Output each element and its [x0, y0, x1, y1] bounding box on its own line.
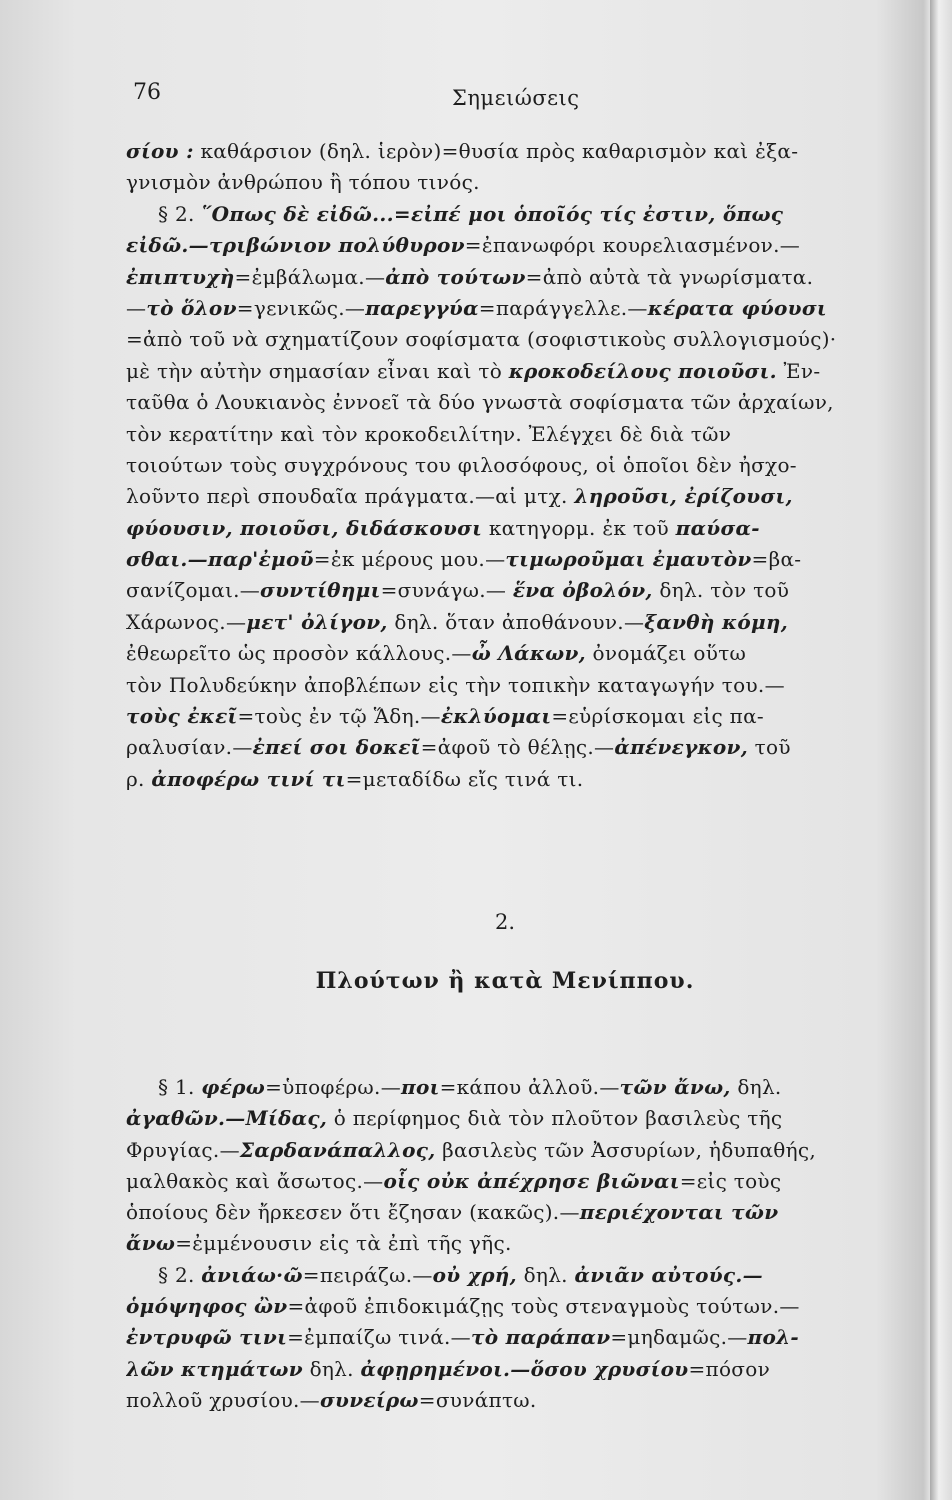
note-line: ἐπιπτυχὴ=ἐμβάλωμα.—ἀπὸ τούτων=ἀπὸ αὐτὰ τὰ γνωρίσματα. [126, 264, 814, 289]
note-line: φύουσιν, ποιοῦσι, διδάσκουσι κατηγορμ. ἐκ τοῦ παύσα- [126, 515, 760, 540]
note-line: τὸν κερατίτην καὶ τὸν κροκοδειλίτην. Ἐλέγχει δὲ διὰ τῶν [126, 421, 732, 446]
note-line: γνισμὸν ἀνθρώπου ἢ τόπου τινός. [126, 170, 480, 195]
section-number: 2. [494, 910, 516, 934]
note-line: ὁμόψηφος ὢν=ἀφοῦ ἐπιδοκιμάζῃς τοὺς στεναγμοὺς τούτων.— [126, 1294, 800, 1319]
note-line: μαλθακὸς καὶ ἄσωτος.—οἷς οὐκ ἀπέχρησε βιῶναι=εἰς τοὺς [126, 1168, 782, 1193]
note-line: σανίζομαι.—συντίθημι=συνάγω.— ἕνα ὀβολόν, δηλ. τὸν τοῦ [126, 578, 790, 603]
note-line: εἰδῶ.—τριβώνιον πολύθυρον=ἐπανωφόρι κουρελιασμένον.— [126, 233, 801, 258]
note-line: λῶν κτημάτων δηλ. ἀφῃρημένοι.—ὅσου χρυσίου=πόσον [126, 1356, 771, 1381]
note-line: σίου : καθάρσιον (δηλ. ἱερὸν)=θυσία πρὸς καθαρισμὸν καὶ ἐξα- [126, 139, 799, 163]
section-title: Πλούτων ἢ κατὰ Μενίππου. [315, 968, 695, 994]
note-line: τὸν Πολυδεύκην ἀποβλέπων εἰς τὴν τοπικὴν καταγωγήν του.— [126, 672, 785, 697]
note-line: ὁποίους δὲν ἤρκεσεν ὅτι ἔζησαν (κακῶς).—περιέχονται τῶν [126, 1200, 779, 1225]
note-line: πολλοῦ χρυσίου.—συνείρω=συνάπτω. [126, 1387, 537, 1412]
note-line: ταῦθα ὁ Λουκιανὸς ἐννοεῖ τὰ δύο γνωστὰ σοφίσματα τῶν ἀρχαίων, [126, 390, 834, 415]
page-gutter-shadow [930, 0, 952, 1500]
note-line: ἐθεωρεῖτο ὡς προσὸν κάλλους.—ὦ Λάκων, ὀνομάζει οὕτω [126, 641, 747, 666]
note-line: Φρυγίας.—Σαρδανάπαλλος, βασιλεὺς τῶν Ἀσσυρίων, ἡδυπαθής, [126, 1137, 817, 1162]
note-line: τοιούτων τοὺς συγχρόνους του φιλοσόφους, οἱ ὁποῖοι δὲν ἠσχο- [126, 452, 797, 477]
note-line: σθαι.—παρ'ἐμοῦ=ἐκ μέρους μου.—τιμωροῦμαι ἐμαυτὸν=βα- [126, 547, 802, 572]
note-line: =ἀπὸ τοῦ νὰ σχηματίζουν σοφίσματα (σοφιστικοὺς συλλογισμούς)· [126, 327, 837, 352]
note-line: ἄνω=ἐμμένουσιν εἰς τὰ ἐπὶ τῆς γῆς. [126, 1231, 512, 1256]
note-line: τοὺς ἐκεῖ=τοὺς ἐν τῷ Ἅδη.—ἐκλύομαι=εὑρίσκομαι εἰς πα- [126, 704, 764, 729]
notes-block-1 [126, 136, 904, 795]
note-line: § 2. ἀνιάω·ῶ=πειράζω.—οὐ χρή, δηλ. ἀνιᾶν αὐτούς.— [158, 1262, 763, 1287]
note-line: —τὸ ὅλον=γενικῶς.—παρεγγύα=παράγγελλε.—κέρατα φύουσι [126, 295, 827, 320]
note-line: § 2. ῞Οπως δὲ εἰδῶ...=εἰπέ μοι ὁποῖός τίς ἐστιν, ὅπως [158, 201, 784, 226]
page-header [0, 80, 952, 120]
note-line: ρ. ἀποφέρω τινί τι=μεταδίδω εἴς τινά τι. [126, 766, 584, 791]
note-line: ἐντρυφῶ τινι=ἐμπαίζω τινά.—τὸ παράπαν=μηδαμῶς.—πολ- [126, 1325, 800, 1350]
note-line: μὲ τὴν αὐτὴν σημασίαν εἶναι καὶ τὸ κροκοδείλους ποιοῦσι. Ἐν- [126, 358, 821, 383]
note-line: § 1. φέρω=ὑποφέρω.—ποι=κάπου ἀλλοῦ.—τῶν ἄνω, δηλ. [158, 1075, 782, 1099]
note-line: ραλυσίαν.—ἐπεί σοι δοκεῖ=ἀφοῦ τὸ θέλῃς.—ἀπένεγκον, τοῦ [126, 735, 791, 760]
running-title: Σημειώσεις [452, 86, 580, 110]
notes-block-2 [126, 1072, 904, 1416]
note-line: λοῦντο περὶ σπουδαῖα πράγματα.—αἱ μτχ. ληροῦσι, ἐρίζουσι, [126, 484, 793, 509]
note-line: Χάρωνος.—μετ' ὀλίγον, δηλ. ὅταν ἀποθάνουν.—ξανθὴ κόμη, [126, 609, 789, 634]
page-number: 76 [133, 80, 161, 105]
note-line: ἀγαθῶν.—Μίδας, ὁ περίφημος διὰ τὸν πλοῦτον βασιλεὺς τῆς [126, 1106, 783, 1131]
